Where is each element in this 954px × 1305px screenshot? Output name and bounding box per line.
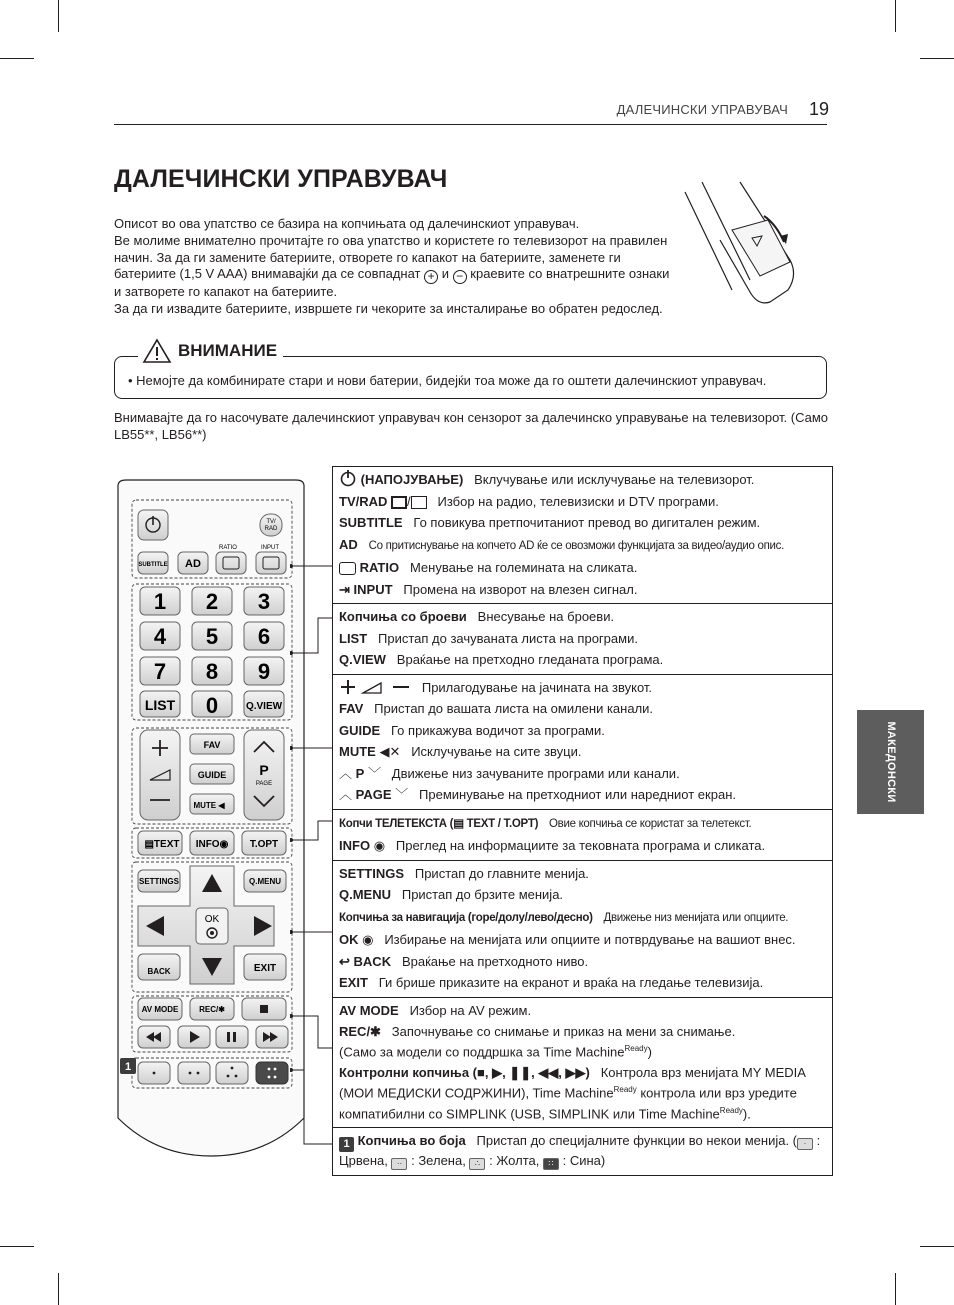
table-row: SUBTITLE Го повикува претпочитаниот превод во дигитален режим. xyxy=(339,515,761,530)
running-header: ДАЛЕЧИНСКИ УПРАВУВАЧ xyxy=(616,102,788,117)
chevron-up-icon: ︿ xyxy=(339,787,353,802)
remote-tvrad-label: TV/ xyxy=(266,519,276,525)
svg-text:INFO◉: INFO◉ xyxy=(195,839,229,850)
table-row: AD Со притиснување на копчето AD ќе се овозможи функцијата за видео/аудио опис. xyxy=(339,536,784,552)
table-row: Копчи ТЕЛЕТЕКСТА (▤ TEXT / T.OPT) Овие копчиња се користат за телетекст. xyxy=(339,817,752,830)
table-row: ︿ PAGE ﹀ Преминување на претходниот или наредниот екран. xyxy=(339,787,736,802)
mute-icon: ◀✕ xyxy=(379,744,401,759)
minus-icon: − xyxy=(453,270,467,284)
intro-line: Ве молиме внимателно прочитајте го ова упатство и користете го телевизорот на правилен начин. За да ги замените батериите, отворете го капакот на батериите, заменете ги батериите (1,5 V AAA) внимавајќи да се совпаднат + и − краевите со внатрешните ознаки и затворете го капакот на батериите. xyxy=(114,232,670,300)
caution-label: ВНИМАНИЕ xyxy=(178,341,278,360)
table-row: ︿ P ﹀ Движење низ зачуваните програми или канали. xyxy=(339,765,680,781)
svg-text:▤TEXT: ▤TEXT xyxy=(144,839,180,850)
language-tab: МАКЕДОНСКИ xyxy=(857,710,924,814)
table-row: (НАПОЈУВАЊЕ) Вклучување или исклучување на телевизорот. xyxy=(339,469,826,491)
table-row: ⇥ INPUT Промена на изворот на влезен сигнал. xyxy=(339,581,638,597)
button-description-table xyxy=(332,466,833,1176)
crop-mark xyxy=(895,0,896,32)
svg-text:SETTINGS: SETTINGS xyxy=(138,877,180,886)
table-row: INFO ◉ Преглед на информациите за тековната програма и сликата. xyxy=(339,838,766,853)
table-row: ↩ BACK Враќање на претходното ниво. xyxy=(339,953,589,969)
crop-mark xyxy=(0,58,34,59)
table-section-color xyxy=(333,1127,832,1175)
table-row: OK ◉ Избирање на менијата или опциите и потврдување на вашиот внес. xyxy=(339,932,796,947)
crop-mark xyxy=(58,1273,59,1305)
svg-text:2: 2 xyxy=(205,589,219,614)
table-row: Копчиња за навигација (горе/долу/лево/десно) Движење низ менијата или опциите. xyxy=(339,911,789,924)
svg-text:SUBTITLE: SUBTITLE xyxy=(138,562,168,568)
svg-text:Q.MENU: Q.MENU xyxy=(249,877,281,886)
playback-icons: ■, ▶, ❚❚, ◀◀, ▶▶ xyxy=(477,1065,586,1081)
svg-text:REC/✱: REC/✱ xyxy=(199,1005,225,1014)
table-row: TV/RAD / Избор на радио, телевизиски и DTV програми. xyxy=(339,493,719,509)
table-row: AV MODE Избор на AV режим. xyxy=(339,1002,532,1018)
table-section-numbers xyxy=(333,603,832,674)
svg-text:RAD: RAD xyxy=(264,526,278,532)
sensor-note: Внимавајте да го насочувате далечинскиот управувач кон сензорот за далечинско управување на телевизорот. (Само LB55**, LB56**) xyxy=(114,410,829,442)
info-icon: ◉ xyxy=(373,838,386,853)
svg-text:7: 7 xyxy=(153,659,167,684)
table-section-top xyxy=(333,467,832,603)
leader-lines xyxy=(290,466,334,1160)
warning-icon xyxy=(142,338,172,364)
crop-mark xyxy=(58,0,59,32)
svg-text:3: 3 xyxy=(257,589,271,614)
chevron-down-icon: ﹀ xyxy=(367,765,381,781)
table-section-teletext xyxy=(333,809,832,860)
table-section-navigation xyxy=(333,860,832,997)
svg-text:8: 8 xyxy=(205,659,219,684)
back-icon: ↩ xyxy=(339,953,350,969)
chevron-up-icon: ︿ xyxy=(339,765,353,781)
svg-text:6: 6 xyxy=(257,624,271,649)
ratio-icon xyxy=(339,562,356,575)
green-button-icon: ·· xyxy=(391,1158,407,1170)
svg-text:AD: AD xyxy=(185,558,201,570)
table-row: Прилагодување на јачината на звукот. xyxy=(339,677,826,699)
chevron-down-icon: ﹀ xyxy=(395,787,409,802)
power-icon xyxy=(339,469,357,487)
page-title: ДАЛЕЧИНСКИ УПРАВУВАЧ xyxy=(114,165,448,193)
page-number: 19 xyxy=(809,99,830,119)
svg-text:MUTE ◀: MUTE ◀ xyxy=(193,801,225,810)
svg-text:OK: OK xyxy=(204,914,220,925)
table-row: SETTINGS Пристап до главните менија. xyxy=(339,865,589,881)
svg-text:0: 0 xyxy=(205,693,219,718)
table-row: 1 Копчиња во боја Пристап до специјалните функции во некои менија. ( · : Црвена, ·· : Зелена, ∴ : Жолта, ∷ : Сина) xyxy=(339,1132,821,1168)
table-row: FAV Пристап до вашата листа на омилени канали. xyxy=(339,701,654,716)
intro-line: Описот во ова упатство се базира на копчињата од далечинскиот управувач. xyxy=(114,216,580,231)
table-row: Q.MENU Пристап до брзите менија. xyxy=(339,887,564,902)
svg-text:1: 1 xyxy=(124,1061,132,1073)
red-button-icon: · xyxy=(797,1138,813,1150)
radio-icon xyxy=(411,496,427,509)
svg-text:LIST: LIST xyxy=(144,697,176,713)
caution-text: • Немојте да комбинирате стари и нови батерии, бидејќи тоа може да го оштети далечинскиот управувач. xyxy=(128,373,767,388)
crop-mark xyxy=(920,58,954,59)
table-section-volume xyxy=(333,674,832,809)
header-rule xyxy=(114,124,827,125)
table-row: GUIDE Го прикажува водичот за програми. xyxy=(339,722,605,738)
badge-icon: 1 xyxy=(339,1137,354,1152)
table-row: REC/✱ Започнување со снимање и приказ на мени за снимање. (Само за модели со поддршка за Time Machine$^{Ready}$) xyxy=(339,1024,736,1060)
blue-button-icon: ∷ xyxy=(543,1158,559,1170)
svg-text:GUIDE: GUIDE xyxy=(197,770,227,780)
remote-input-label: INPUT xyxy=(261,545,279,551)
table-row: RATIO Менување на големината на сликата. xyxy=(339,557,826,579)
svg-text:T.OPT: T.OPT xyxy=(249,839,279,850)
svg-text:BACK: BACK xyxy=(147,967,171,976)
crop-mark xyxy=(0,1246,34,1247)
battery-cover-illustration xyxy=(680,180,820,308)
table-section-media xyxy=(333,997,832,1127)
svg-text:Q.VIEW: Q.VIEW xyxy=(245,701,283,712)
svg-text:P: P xyxy=(259,762,269,778)
yellow-button-icon: ∴ xyxy=(469,1158,485,1170)
crop-mark xyxy=(895,1273,896,1305)
svg-text:AV MODE: AV MODE xyxy=(141,1005,179,1014)
table-row: Контролни копчиња (■, ▶, ❚❚, ◀◀, ▶▶) Контрола врз менијата MY MEDIA (МОИ МЕДИСКИ СОДРЖИНИ), Time Machine$^{Ready}$ контрола или врз уредите компатибилни со SIMPLINK (USB, SIMPLINK или Time Machine$^{Ready}$). xyxy=(339,1065,806,1121)
remote-ratio-label: RATIO xyxy=(219,545,237,551)
svg-text:5: 5 xyxy=(205,624,219,649)
svg-text:PAGE: PAGE xyxy=(255,781,273,787)
table-row: EXIT Ги брише приказите на екранот и враќа на гледање телевизија. xyxy=(339,975,764,990)
plus-icon: + xyxy=(424,270,438,284)
table-row: LIST Пристап до зачуваната листа на програми. xyxy=(339,630,638,646)
svg-text:4: 4 xyxy=(153,624,167,649)
svg-text:FAV: FAV xyxy=(203,740,221,750)
table-row: MUTE ◀✕ Исклучување на сите звуци. xyxy=(339,744,582,759)
caution-heading xyxy=(138,338,283,364)
svg-text:9: 9 xyxy=(257,659,271,684)
svg-text:1: 1 xyxy=(153,589,167,614)
ok-icon: ◉ xyxy=(362,932,374,947)
tv-icon xyxy=(391,496,407,509)
teletext-icon: ▤ xyxy=(453,817,467,830)
table-row: Q.VIEW Враќање на претходно гледаната програма. xyxy=(339,652,664,667)
intro-text xyxy=(114,216,674,318)
remote-control-diagram xyxy=(116,478,306,1158)
input-icon: ⇥ xyxy=(339,581,350,597)
svg-text:EXIT: EXIT xyxy=(253,963,277,974)
intro-line: За да ги извадите батериите, извршете ги чекорите за инсталирање во обратен редослед. xyxy=(114,301,663,317)
table-row: Копчиња со броеви Внесување на броеви. xyxy=(339,609,615,624)
crop-mark xyxy=(920,1246,954,1247)
volume-icons xyxy=(339,679,411,695)
